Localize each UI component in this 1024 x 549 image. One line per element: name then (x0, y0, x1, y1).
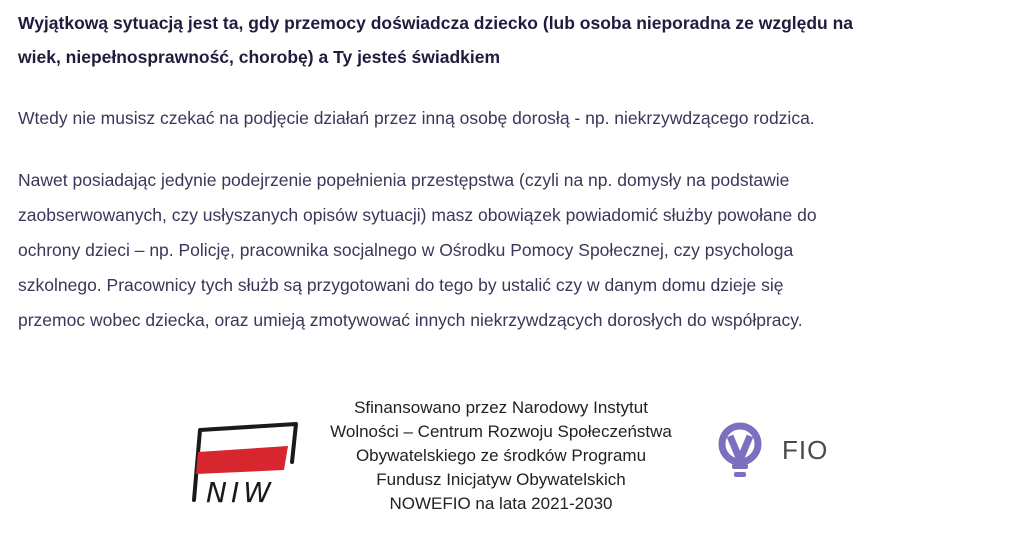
niw-logo-text: NIW (206, 476, 275, 508)
article-content (18, 6, 1008, 338)
funding-line: NOWEFIO na lata 2021-2030 (389, 494, 613, 513)
paragraph-2-line: Nawet posiadając jedynie podejrzenie popełnienia przestępstwa (czyli na np. domysły na podstawie (18, 170, 790, 190)
section-heading (18, 6, 1008, 74)
paragraph-2-line: zaobserwowanych, czy usłyszanych opisów sytuacji) masz obowiązek powiadomić służby powołane do (18, 205, 817, 225)
funding-line: Wolności – Centrum Rozwoju Społeczeństwa (330, 422, 672, 441)
paragraph-2 (18, 163, 1008, 338)
funding-line: Fundusz Inicjatyw Obywatelskich (376, 470, 626, 489)
niw-logo (176, 422, 304, 508)
paragraph-2-line: szkolnego. Pracownicy tych służb są przygotowani do tego by ustalić czy w danym domu dzieje się (18, 275, 784, 295)
heading-line-1: Wyjątkową sytuacją jest ta, gdy przemocy doświadcza dziecko (lub osoba nieporadna ze względu na (18, 13, 854, 33)
funding-line: Obywatelskiego ze środków Programu (355, 446, 647, 465)
fio-lightbulb-icon (714, 422, 778, 486)
paragraph-2-line: ochrony dzieci – np. Policję, pracownika socjalnego w Ośrodku Pomocy Społecznej, czy psychologa (18, 240, 794, 260)
paragraph-2-line: przemoc wobec dziecka, oraz umieją zmotywować innych niekrzywdzących dorosłych do współpracy. (18, 310, 803, 330)
paragraph-1: Wtedy nie musisz czekać na podjęcie działań przez inną osobę dorosłą - np. niekrzywdzącego rodzica. (18, 108, 815, 128)
fio-logo-text: FIO (782, 435, 829, 465)
funding-line: Sfinansowano przez Narodowy Instytut (354, 398, 648, 417)
heading-line-2: wiek, niepełnosprawność, chorobę) a Ty jesteś świadkiem (18, 47, 501, 67)
funding-statement (296, 396, 706, 516)
funding-footer (0, 392, 1024, 532)
